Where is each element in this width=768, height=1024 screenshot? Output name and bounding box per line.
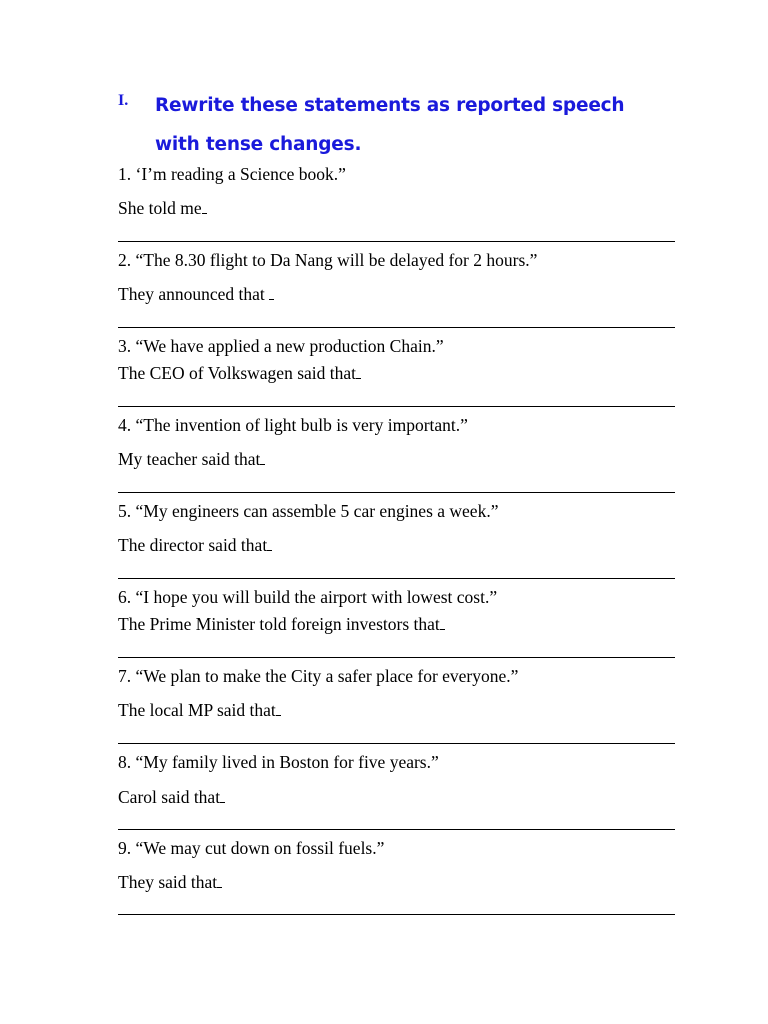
item-quote: 9. “We may cut down on fossil fuels.” <box>118 838 385 858</box>
answer-blank[interactable] <box>440 615 445 630</box>
answer-line[interactable] <box>118 743 675 744</box>
answer-blank[interactable] <box>202 199 207 214</box>
item-answer-lead <box>118 535 272 556</box>
item-answer-lead <box>118 363 361 384</box>
item-quote: 7. “We plan to make the City a safer place for everyone.” <box>118 666 519 686</box>
answer-blank[interactable] <box>220 788 225 803</box>
answer-line[interactable] <box>118 657 675 658</box>
heading-number: I. <box>118 92 129 109</box>
item-lead-text: They announced that <box>118 284 270 304</box>
item-answer-lead <box>118 700 281 721</box>
item-lead-text: They said that <box>118 872 218 892</box>
item-lead-text: Carol said that <box>118 787 221 807</box>
item-quote: 1. ‘I’m reading a Science book.” <box>118 164 346 184</box>
answer-blank[interactable] <box>260 450 265 465</box>
answer-blank[interactable] <box>217 873 222 888</box>
item-answer-lead <box>118 284 274 305</box>
item-answer-lead <box>118 614 445 635</box>
item-quote: 8. “My family lived in Boston for five years.” <box>118 752 439 772</box>
answer-line[interactable] <box>118 492 675 493</box>
item-answer-lead <box>118 449 265 470</box>
item-answer-lead <box>118 872 222 893</box>
answer-blank[interactable] <box>356 364 361 379</box>
answer-blank[interactable] <box>276 701 281 716</box>
item-quote: 3. “We have applied a new production Chain.” <box>118 336 444 356</box>
item-quote: 2. “The 8.30 flight to Da Nang will be delayed for 2 hours.” <box>118 250 538 270</box>
answer-line[interactable] <box>118 241 675 242</box>
item-quote: 5. “My engineers can assemble 5 car engines a week.” <box>118 501 499 521</box>
answer-line[interactable] <box>118 914 675 915</box>
answer-line[interactable] <box>118 578 675 579</box>
answer-line[interactable] <box>118 406 675 407</box>
item-answer-lead <box>118 787 225 808</box>
answer-blank[interactable] <box>269 285 274 300</box>
answer-line[interactable] <box>118 829 675 830</box>
heading-instruction: Rewrite these statements as reported speech with tense changes. <box>155 95 625 155</box>
answer-blank[interactable] <box>267 536 272 551</box>
item-lead-text: The director said that <box>118 535 268 555</box>
answer-line[interactable] <box>118 327 675 328</box>
item-quote: 4. “The invention of light bulb is very important.” <box>118 415 468 435</box>
item-lead-text: The CEO of Volkswagen said that <box>118 363 357 383</box>
item-lead-text: My teacher said that <box>118 449 261 469</box>
item-answer-lead <box>118 198 207 219</box>
item-quote: 6. “I hope you will build the airport with lowest cost.” <box>118 587 498 607</box>
item-lead-text: The Prime Minister told foreign investors that <box>118 614 440 634</box>
item-lead-text: She told me <box>118 198 202 218</box>
item-lead-text: The local MP said that <box>118 700 276 720</box>
